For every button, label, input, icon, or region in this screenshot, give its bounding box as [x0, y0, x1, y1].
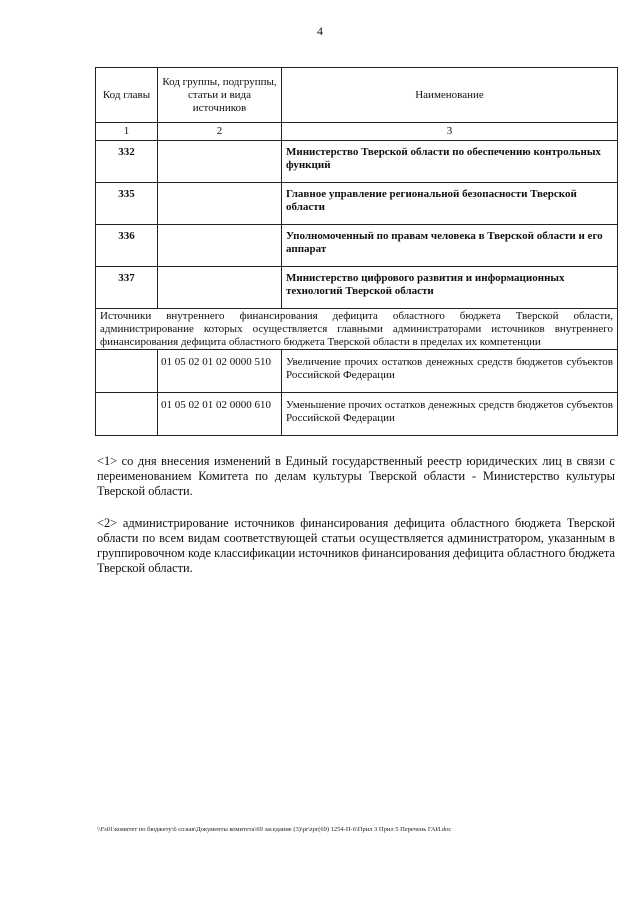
chapter-code: 337: [96, 267, 158, 309]
page-number: 4: [317, 24, 323, 38]
file-path-footer: \\Fs01\комитет по бюджету\6 созыв\Документы комитета\69 заседание (3)\pr\zpr(69) 1254-П-6\Прил 3 Прил 5 Перечень ГАИ.doc: [97, 826, 452, 833]
section-heading: [96, 309, 618, 350]
source-code: 01 05 02 01 02 0000 610: [158, 393, 282, 436]
chapter-code: 332: [96, 141, 158, 183]
table-header-row: [96, 68, 618, 123]
source-name: Увеличение прочих остатков денежных средств бюджетов субъектов Российской Федерации: [282, 350, 618, 393]
column-number-row: [96, 123, 618, 141]
administrators-table: [95, 67, 618, 436]
header-group-code: Код группы, подгруппы, статьи и вида источников: [158, 68, 282, 123]
section-heading-text: Источники внутреннего финансирования дефицита областного бюджета Тверской области, администрирование которых осуществляется главными администраторами источников внутреннего: [100, 309, 613, 335]
header-chapter-code: Код главы: [96, 68, 158, 123]
empty-cell: [96, 393, 158, 436]
column-number: 1: [96, 123, 158, 141]
footnote-2: <2> администрирование источников финансирования дефицита областного бюджета Тверской области по всем видам соответствующей статьи осуществляется администратором, указанным в группировочном коде классификации источников финансирования дефицита областного бюджета Тверской области.: [97, 516, 615, 575]
source-code: 01 05 02 01 02 0000 510: [158, 350, 282, 393]
empty-cell: [158, 141, 282, 183]
table-row: [96, 267, 618, 309]
column-number: 2: [158, 123, 282, 141]
empty-cell: [158, 183, 282, 225]
empty-cell: [96, 350, 158, 393]
header-name: Наименование: [282, 68, 618, 123]
source-name: Уменьшение прочих остатков денежных средств бюджетов субъектов Российской Федерации: [282, 393, 618, 436]
empty-cell: [158, 225, 282, 267]
table-row: [96, 141, 618, 183]
section-heading-text-last: финансирования дефицита областного бюджета Тверской области в пределах их компетенции: [100, 335, 541, 348]
column-number: 3: [282, 123, 618, 141]
section-heading-row: [96, 309, 618, 350]
administrator-name: Министерство Тверской области по обеспечению контрольных функций: [282, 141, 618, 183]
table-row: [96, 350, 618, 393]
table-row: [96, 183, 618, 225]
chapter-code: 335: [96, 183, 158, 225]
empty-cell: [158, 267, 282, 309]
administrator-name: Главное управление региональной безопасности Тверской области: [282, 183, 618, 225]
administrator-name: Уполномоченный по правам человека в Тверской области и его аппарат: [282, 225, 618, 267]
table-row: [96, 225, 618, 267]
table-row: [96, 393, 618, 436]
administrator-name: Министерство цифрового развития и информационных технологий Тверской области: [282, 267, 618, 309]
chapter-code: 336: [96, 225, 158, 267]
footnote-1: <1> со дня внесения изменений в Единый государственный реестр юридических лиц в связи с переименованием Комитета по делам культуры Тверской области - Министерство культуры Тверской области.: [97, 454, 615, 498]
